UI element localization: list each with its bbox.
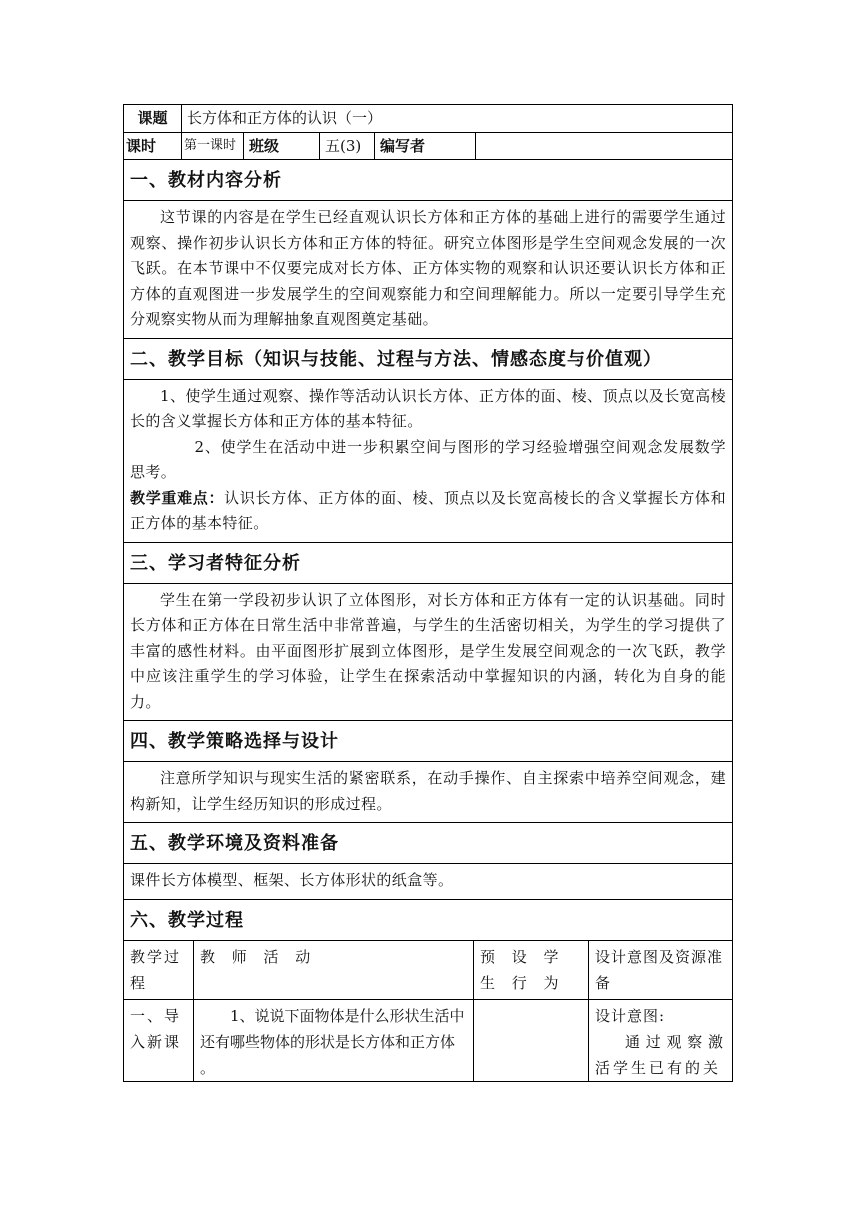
lesson-plan-table bbox=[123, 104, 733, 1082]
section-heading-3: 三、学习者特征分析 bbox=[124, 542, 732, 583]
goal-1: 1、使学生通过观察、操作等活动认识长方体、正方体的面、棱、顶点以及长宽高棱长的含义掌握长方体和正方体的基本特征。 bbox=[130, 386, 726, 430]
section-heading-6: 六、教学过程 bbox=[124, 899, 732, 940]
process-row bbox=[124, 999, 732, 1081]
key-points-label: 教学重难点： bbox=[130, 488, 225, 507]
goal-2: 2、使学生在活动中进一步积累空间与图形的学习经验增强空间观念发展数学思考。 bbox=[130, 437, 726, 481]
process-design-label: 设计意图: bbox=[595, 1006, 666, 1025]
section-body-5: 课件长方体模型、框架、长方体形状的纸盒等。 bbox=[124, 863, 732, 899]
section-heading-5: 五、教学环境及资料准备 bbox=[124, 822, 732, 863]
topic-value: 长方体和正方体的认识（一） bbox=[181, 105, 732, 132]
process-design bbox=[588, 1000, 732, 1081]
section-body-4: 注意所学知识与现实生活的紧密联系，在动手操作、自主探索中培养空间观念，建构新知，让学生经历知识的形成过程。 bbox=[124, 761, 732, 822]
process-col-teacher: 教 师 活 动 bbox=[193, 941, 473, 999]
section-heading-4: 四、教学策略选择与设计 bbox=[124, 720, 732, 761]
process-header-row bbox=[124, 940, 732, 999]
key-points-text: 认识长方体、正方体的面、棱、顶点以及长宽高棱长的含义掌握长方体和正方体的基本特征。 bbox=[130, 488, 726, 532]
class-label: 班级 bbox=[243, 133, 319, 159]
section-heading-1: 一、教材内容分析 bbox=[124, 159, 732, 200]
author-label: 编写者 bbox=[374, 133, 475, 159]
period-label: 课时 bbox=[126, 137, 157, 155]
process-col-design: 设计意图及资源准备 bbox=[588, 941, 732, 999]
key-points bbox=[130, 486, 726, 537]
topic-label: 课题 bbox=[137, 109, 168, 127]
period-value: 第一课时 bbox=[181, 133, 243, 159]
process-col-student: 预 设 学 生 行 为 bbox=[473, 941, 588, 999]
section-body-3: 学生在第一学段初步认识了立体图形，对长方体和正方体有一定的认识基础。同时长方体和正方体在日常生活中非常普遍，与学生的生活密切相关，为学生的学习提供了丰富的感性材料。由平面图形扩展到立体图形，是学生发展空间观念的一次飞跃，教学中应该注重学生的学习体验，让学生在探索活动中掌握知识的内涵，转化为自身的能力。 bbox=[124, 583, 732, 721]
process-stage: 一、导入新课 bbox=[130, 1006, 182, 1051]
meta-row bbox=[124, 132, 732, 159]
section-body-2 bbox=[124, 379, 732, 542]
process-col-stage: 教学过程 bbox=[130, 947, 182, 992]
process-design-text: 通过观察激活学生已有的关 bbox=[595, 1032, 726, 1077]
process-student bbox=[473, 1000, 588, 1081]
section-heading-2: 二、教学目标（知识与技能、过程与方法、情感态度与价值观） bbox=[124, 338, 732, 379]
section-body-1: 这节课的内容是在学生已经直观认识长方体和正方体的基础上进行的需要学生通过观察、操作初步认识长方体和正方体的特征。研究立体图形是学生空间观念发展的一次飞跃。在本节课中不仅要完成对长方体、正方体实物的观察和认识还要认识长方体和正方体的直观图进一步发展学生的空间观察能力和空间理解能力。所以一定要引导学生充分观察实物从而为理解抽象直观图奠定基础。 bbox=[124, 200, 732, 338]
process-teacher: 1、说说下面物体是什么形状生活中还有哪些物体的形状是长方体和正方体 。 bbox=[193, 1000, 473, 1081]
author-value bbox=[475, 133, 732, 159]
topic-row bbox=[124, 105, 732, 132]
class-value: 五(3) bbox=[319, 133, 374, 159]
